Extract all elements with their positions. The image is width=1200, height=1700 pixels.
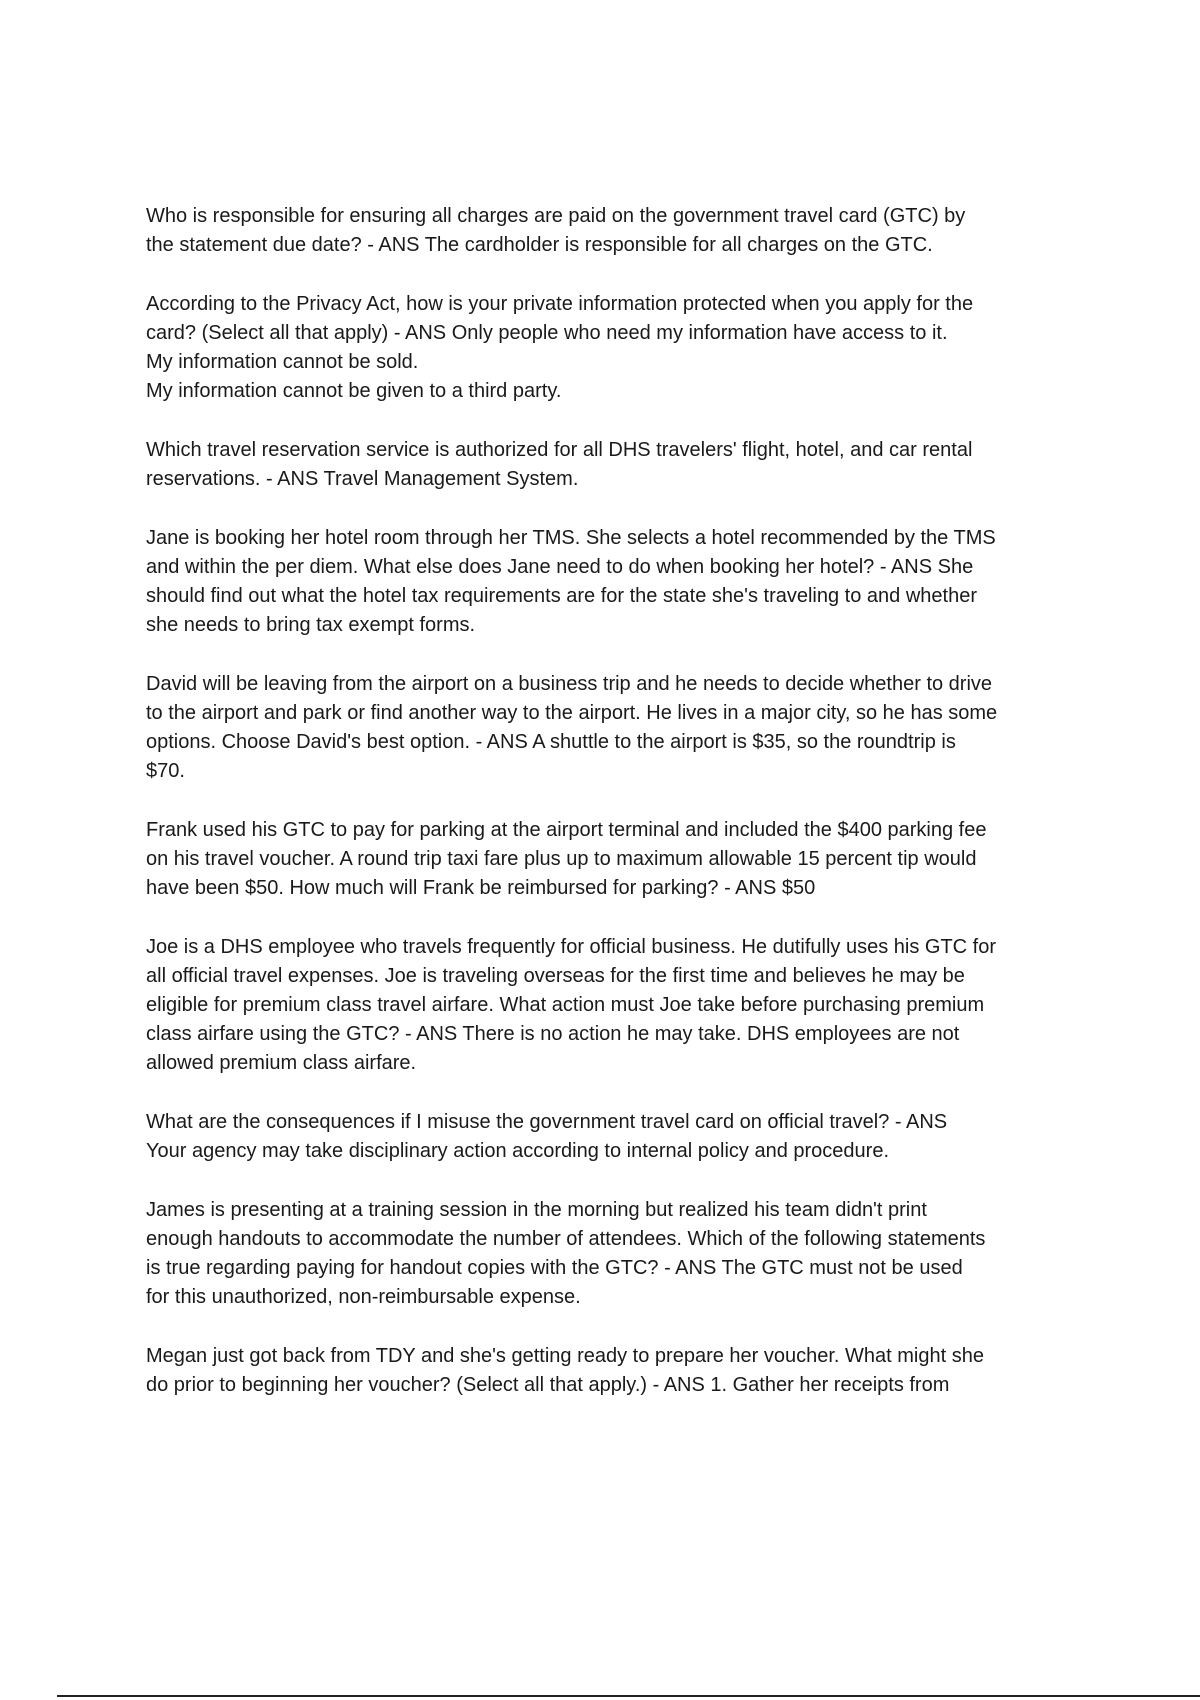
qa-paragraph-8: What are the consequences if I misuse the government travel card on official travel? - ANS Your agency may take disciplinary action according to internal policy and procedure. xyxy=(146,1111,948,1162)
page-bottom-divider xyxy=(57,1695,1200,1697)
qa-paragraph-6: Frank used his GTC to pay for parking at the airport terminal and included the $400 parking fee on his travel voucher. A round trip taxi fare plus up to maximum allowable 15 percent tip would have been $50. How much will Frank be reimbursed for parking? - ANS $50 xyxy=(146,819,987,899)
qa-paragraph-4: Jane is booking her hotel room through her TMS. She selects a hotel recommended by the TMS and within the per diem. What else does Jane need to do when booking her hotel? - ANS She should find out what the hotel tax requirements are for the state she's traveling to and whether she needs to bring tax exempt forms. xyxy=(146,527,996,636)
qa-paragraph-9: James is presenting at a training session in the morning but realized his team didn't print enough handouts to accommodate the number of attendees. Which of the following statements is true regarding paying for handout copies with the GTC? - ANS The GTC must not be used for this unauthorized, non-reimbursable expense. xyxy=(146,1199,986,1308)
document-body xyxy=(146,202,1101,1430)
qa-paragraph-5: David will be leaving from the airport on a business trip and he needs to decide whether to drive to the airport and park or find another way to the airport. He lives in a major city, so he has some options. Choose David's best option. - ANS A shuttle to the airport is $35, so the roundtrip is $70. xyxy=(146,673,998,782)
qa-paragraph-3: Which travel reservation service is authorized for all DHS travelers' flight, hotel, and car rental reservations. - ANS Travel Management System. xyxy=(146,439,973,490)
qa-paragraph-1: Who is responsible for ensuring all charges are paid on the government travel card (GTC) by the statement due date? - ANS The cardholder is responsible for all charges on the GTC. xyxy=(146,205,966,256)
qa-paragraph-2: According to the Privacy Act, how is your private information protected when you apply for the card? (Select all that apply) - ANS Only people who need my information have access to it. My information cannot be sold. My information cannot be given to a third party. xyxy=(146,293,974,402)
qa-paragraph-10: Megan just got back from TDY and she's getting ready to prepare her voucher. What might she do prior to beginning her voucher? (Select all that apply.) - ANS 1. Gather her receipts from xyxy=(146,1345,984,1396)
qa-paragraph-7: Joe is a DHS employee who travels frequently for official business. He dutifully uses his GTC for all official travel expenses. Joe is traveling overseas for the first time and believes he may be eligible for premium class travel airfare. What action must Joe take before purchasing premium class airfare using the GTC? - ANS There is no action he may take. DHS employees are not allowed premium class airfare. xyxy=(146,936,996,1074)
